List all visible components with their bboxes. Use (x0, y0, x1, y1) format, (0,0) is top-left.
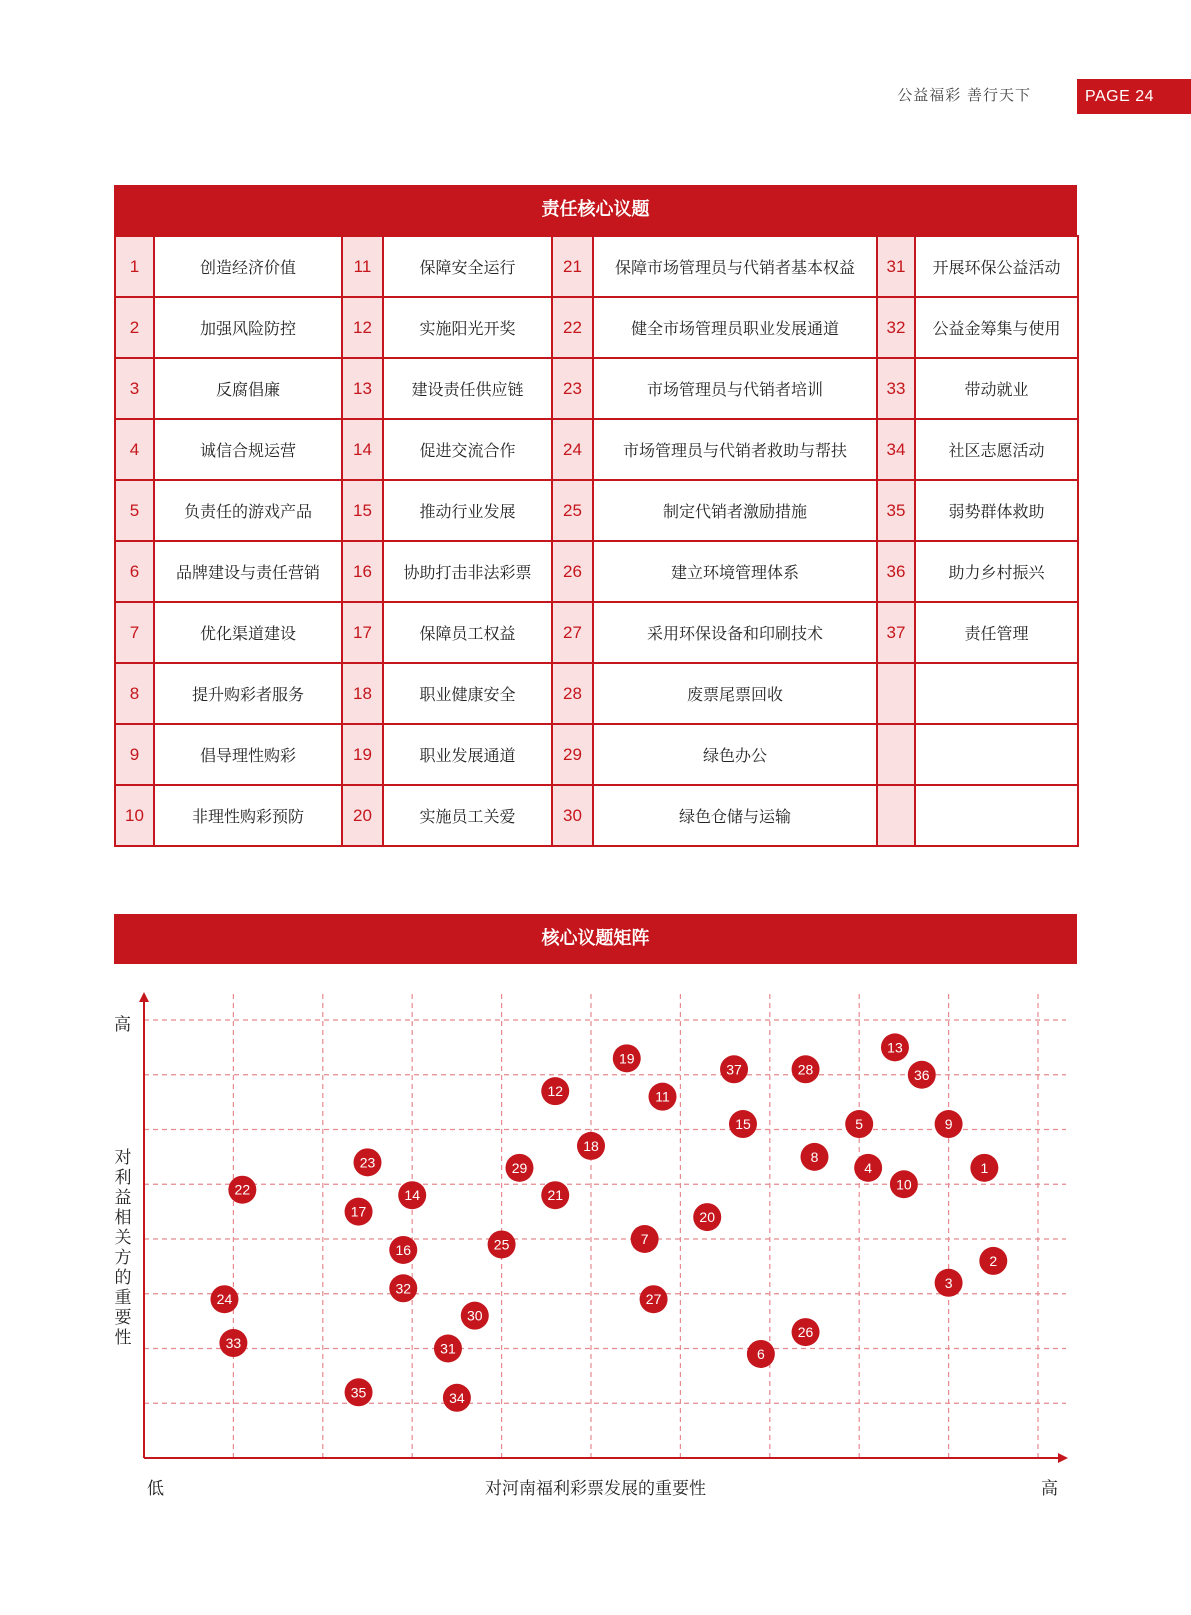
matrix-title: 核心议题矩阵 (114, 914, 1077, 964)
issue-name: 推动行业发展 (383, 480, 552, 541)
table-row (115, 358, 1078, 419)
issue-name: 健全市场管理员职业发展通道 (593, 297, 877, 358)
issue-number: 14 (342, 419, 383, 480)
issue-number: 25 (552, 480, 593, 541)
issue-name: 废票尾票回收 (593, 663, 877, 724)
issue-point-label: 26 (797, 1324, 814, 1341)
issue-number (877, 663, 915, 724)
issue-number: 15 (342, 480, 383, 541)
issue-name: 职业发展通道 (383, 724, 552, 785)
table-row (115, 785, 1078, 846)
issue-name: 开展环保公益活动 (915, 236, 1078, 297)
issue-name: 建立环境管理体系 (593, 541, 877, 602)
issue-name: 创造经济价值 (154, 236, 342, 297)
issue-name: 非理性购彩预防 (154, 785, 342, 846)
table-row (115, 297, 1078, 358)
issue-number: 33 (877, 358, 915, 419)
issue-point-label: 17 (350, 1203, 367, 1220)
issues-table-body (115, 236, 1078, 846)
issue-name: 责任管理 (915, 602, 1078, 663)
table-row (115, 236, 1078, 297)
issue-point-label: 14 (404, 1187, 420, 1204)
issue-name: 带动就业 (915, 358, 1078, 419)
issue-name: 市场管理员与代销者培训 (593, 358, 877, 419)
issue-point-label: 10 (896, 1176, 912, 1193)
issue-name (915, 724, 1078, 785)
issue-point-label: 13 (887, 1039, 903, 1056)
issue-point-label: 27 (645, 1291, 662, 1308)
issue-number: 28 (552, 663, 593, 724)
table-row (115, 602, 1078, 663)
issue-name (915, 663, 1078, 724)
issue-point-label: 19 (618, 1050, 635, 1067)
issue-point-label: 12 (547, 1083, 564, 1100)
issue-point-label: 36 (913, 1066, 930, 1083)
issue-number (877, 785, 915, 846)
issue-number: 29 (552, 724, 593, 785)
issues-matrix-chart (108, 980, 1088, 1480)
issue-number: 5 (115, 480, 154, 541)
issue-point-label: 34 (449, 1389, 465, 1406)
issue-number: 22 (552, 297, 593, 358)
x-axis-arrow (1058, 1453, 1068, 1463)
issue-number: 9 (115, 724, 154, 785)
issue-number: 4 (115, 419, 154, 480)
issue-number: 10 (115, 785, 154, 846)
issue-number: 35 (877, 480, 915, 541)
issue-number: 3 (115, 358, 154, 419)
issue-number: 11 (342, 236, 383, 297)
issue-name: 倡导理性购彩 (154, 724, 342, 785)
issue-name: 保障安全运行 (383, 236, 552, 297)
table-row (115, 663, 1078, 724)
issues-table (114, 235, 1079, 847)
issue-name: 市场管理员与代销者救助与帮扶 (593, 419, 877, 480)
issue-name: 制定代销者激励措施 (593, 480, 877, 541)
issue-point-label: 28 (797, 1061, 814, 1078)
issue-name: 职业健康安全 (383, 663, 552, 724)
issue-name: 绿色仓储与运输 (593, 785, 877, 846)
issue-number: 18 (342, 663, 383, 724)
issue-point-label: 29 (511, 1159, 528, 1176)
issue-number: 27 (552, 602, 593, 663)
issue-name: 社区志愿活动 (915, 419, 1078, 480)
issue-point-label: 23 (359, 1154, 376, 1171)
issue-number: 12 (342, 297, 383, 358)
issue-name: 反腐倡廉 (154, 358, 342, 419)
issue-point-label: 11 (655, 1088, 670, 1105)
issue-number: 36 (877, 541, 915, 602)
issue-point-label: 9 (944, 1116, 953, 1133)
issue-number: 21 (552, 236, 593, 297)
issue-number: 2 (115, 297, 154, 358)
issue-name: 诚信合规运营 (154, 419, 342, 480)
y-axis-arrow (139, 992, 149, 1002)
y-axis-high-label: 高 (114, 1015, 131, 1035)
issue-point-label: 15 (735, 1116, 751, 1133)
issue-number: 23 (552, 358, 593, 419)
issue-name (915, 785, 1078, 846)
issue-number: 31 (877, 236, 915, 297)
issue-point-label: 22 (234, 1181, 251, 1198)
issue-name: 采用环保设备和印刷技术 (593, 602, 877, 663)
issue-name: 优化渠道建设 (154, 602, 342, 663)
table-row (115, 419, 1078, 480)
issue-number: 34 (877, 419, 915, 480)
issue-name: 保障市场管理员与代销者基本权益 (593, 236, 877, 297)
issue-point-label: 1 (980, 1159, 989, 1176)
issue-number: 1 (115, 236, 154, 297)
issue-point-label: 30 (466, 1307, 483, 1324)
x-axis-low-label: 低 (147, 1479, 164, 1499)
y-axis-label: 对利益相关方的重要性 (114, 1148, 132, 1348)
issue-name: 弱势群体救助 (915, 480, 1078, 541)
issue-point-label: 20 (699, 1209, 716, 1226)
issue-point-label: 35 (350, 1384, 367, 1401)
table-row (115, 541, 1078, 602)
issue-name: 实施员工关爱 (383, 785, 552, 846)
issue-number: 26 (552, 541, 593, 602)
issue-point-label: 5 (855, 1116, 864, 1133)
issue-number: 19 (342, 724, 383, 785)
issue-number: 8 (115, 663, 154, 724)
issue-number: 16 (342, 541, 383, 602)
issues-table-title: 责任核心议题 (114, 185, 1077, 235)
issue-name: 加强风险防控 (154, 297, 342, 358)
x-axis-high-label: 高 (1041, 1479, 1058, 1499)
issue-point-label: 33 (225, 1335, 242, 1352)
issue-number: 37 (877, 602, 915, 663)
table-row (115, 724, 1078, 785)
issue-point-label: 7 (640, 1231, 649, 1247)
issue-point-label: 32 (395, 1280, 412, 1297)
issue-name: 助力乡村振兴 (915, 541, 1078, 602)
issue-number: 32 (877, 297, 915, 358)
issue-number: 13 (342, 358, 383, 419)
issue-number: 7 (115, 602, 154, 663)
issue-number: 6 (115, 541, 154, 602)
table-row (115, 480, 1078, 541)
issue-name: 品牌建设与责任营销 (154, 541, 342, 602)
issue-name: 促进交流合作 (383, 419, 552, 480)
issue-number: 30 (552, 785, 593, 846)
issue-name: 提升购彩者服务 (154, 663, 342, 724)
issue-number: 17 (342, 602, 383, 663)
issue-point-label: 31 (440, 1340, 456, 1357)
issue-number (877, 724, 915, 785)
issue-point-label: 37 (726, 1061, 742, 1078)
issue-point-label: 16 (395, 1241, 412, 1258)
x-axis-label: 对河南福利彩票发展的重要性 (485, 1479, 706, 1499)
issue-name: 绿色办公 (593, 724, 877, 785)
issue-point-label: 25 (493, 1236, 510, 1253)
issue-point-label: 4 (864, 1159, 873, 1176)
page-number-badge: PAGE 24 (1077, 79, 1191, 114)
issue-number: 24 (552, 419, 593, 480)
issue-point-label: 21 (547, 1187, 564, 1204)
issue-point-label: 3 (944, 1274, 953, 1291)
issue-point-label: 8 (810, 1148, 819, 1165)
issue-number: 20 (342, 785, 383, 846)
issue-point-label: 18 (583, 1137, 599, 1154)
issue-name: 保障员工权益 (383, 602, 552, 663)
issue-point-label: 24 (216, 1291, 233, 1308)
issue-point-label: 6 (756, 1345, 765, 1362)
issue-name: 协助打击非法彩票 (383, 541, 552, 602)
issue-point-label: 2 (989, 1252, 998, 1269)
issue-name: 公益金筹集与使用 (915, 297, 1078, 358)
header-slogan: 公益福彩 善行天下 (897, 86, 1031, 104)
issue-name: 建设责任供应链 (383, 358, 552, 419)
issue-name: 实施阳光开奖 (383, 297, 552, 358)
issue-name: 负责任的游戏产品 (154, 480, 342, 541)
